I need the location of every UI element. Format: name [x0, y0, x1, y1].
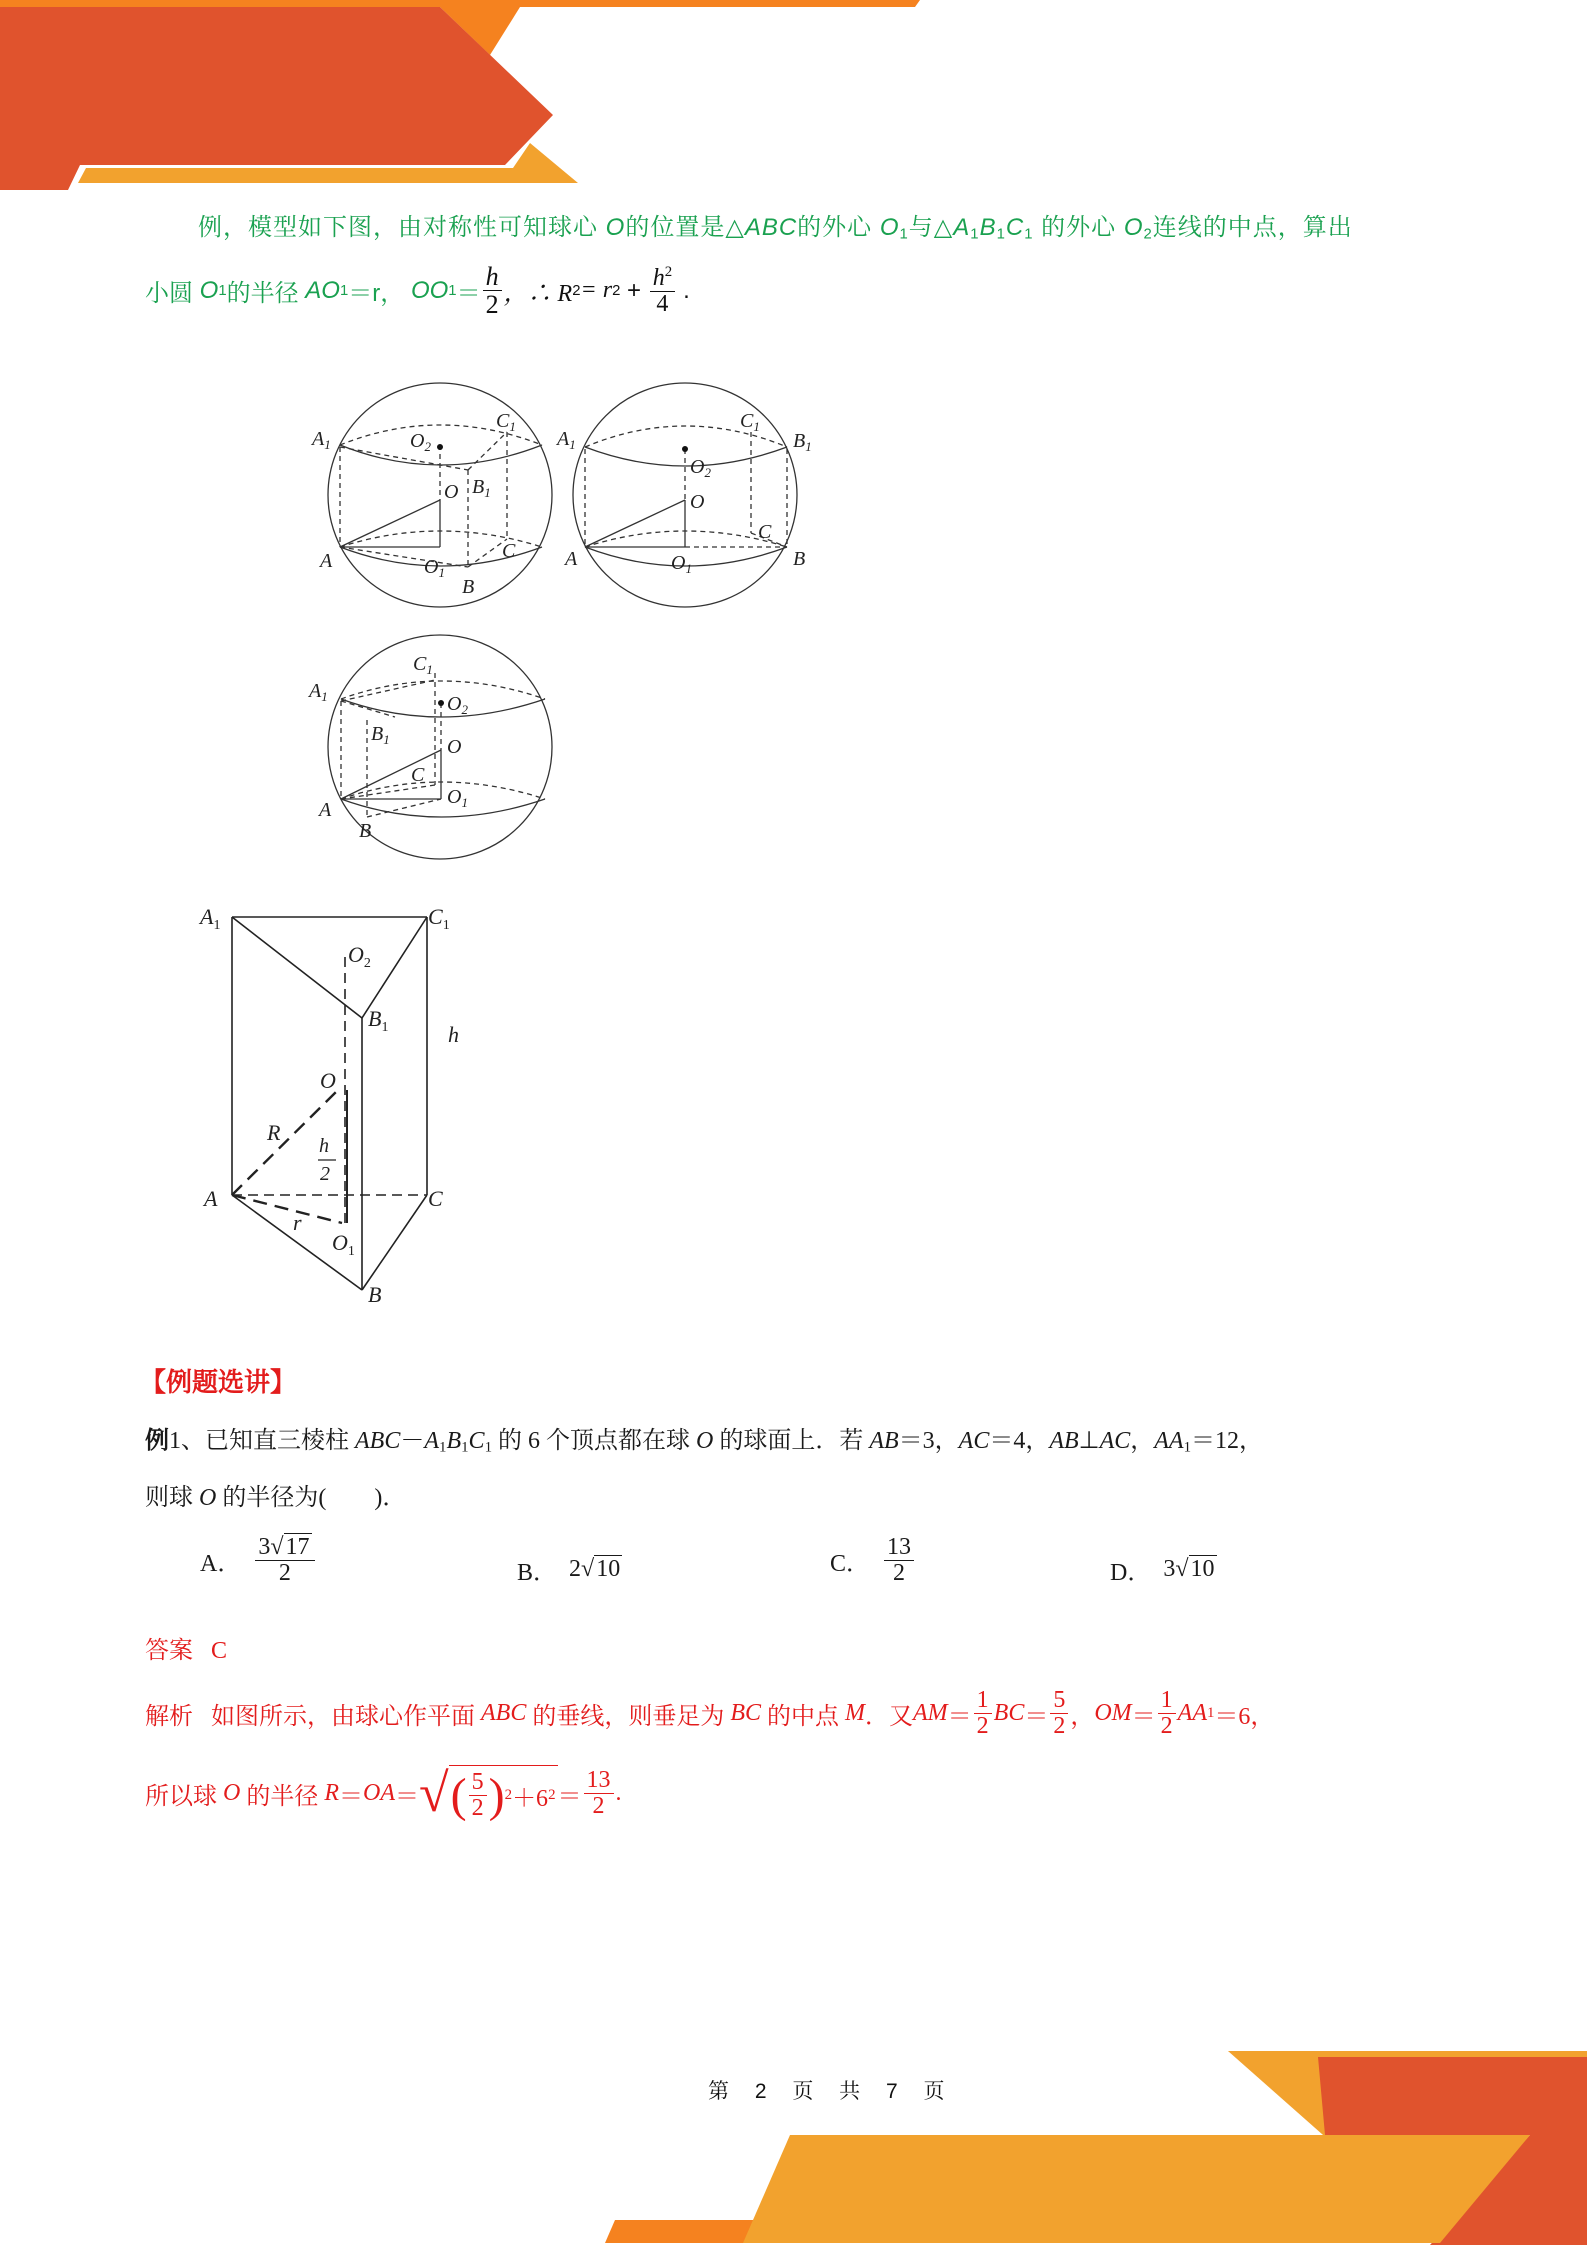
svg-text:B: B	[368, 1282, 382, 1307]
svg-text:R: R	[267, 1120, 281, 1145]
svg-text:A: A	[320, 550, 333, 572]
svg-text:O: O	[320, 1068, 336, 1093]
sphere-diagram-1	[310, 375, 560, 615]
svg-text:O2: $O_2$	[410, 430, 431, 454]
svg-text:A: A	[204, 1186, 218, 1211]
svg-text:O: O	[690, 491, 705, 513]
sphere-diagram-3	[305, 625, 565, 870]
fraction-h2-over-4: $\frac{h^2}{4}$	[650, 265, 675, 317]
svg-text:C: C	[502, 540, 516, 562]
example-1-line-2: 则球 O 的半径为( )．	[145, 1485, 407, 1511]
radical: √ ( $\frac{5}{2}$ ) 2 ＋6 2	[419, 1763, 556, 1824]
svg-text:O1: $O_1$	[332, 1230, 355, 1259]
option-b[interactable]: B． 2√10	[517, 1556, 621, 1586]
svg-text:O1: $O_1$	[447, 786, 468, 810]
svg-text:A1: $A_1$	[557, 428, 576, 452]
svg-text:C: C	[411, 764, 425, 786]
section-heading: 【例题选讲】	[140, 1367, 297, 1397]
option-c[interactable]: C． $\frac{13}{2}$	[830, 1535, 916, 1586]
svg-text:C: C	[758, 521, 772, 543]
answer-value: C	[211, 1638, 228, 1664]
fraction-h-over-2: $\frac{h}{2}$	[483, 263, 502, 319]
svg-text:B: B	[793, 548, 806, 570]
svg-text:O1: $O_1$	[671, 552, 692, 576]
svg-text:O: O	[444, 481, 459, 503]
svg-text:C: C	[428, 1186, 443, 1211]
svg-text:O2: $O_2$	[348, 942, 371, 971]
svg-text:O2: $O_2$	[690, 456, 711, 480]
option-a[interactable]: A． $\frac{3√17}{2}$	[200, 1535, 317, 1586]
svg-text:r: r	[293, 1210, 302, 1235]
sphere-diagram-2	[555, 375, 825, 615]
header-decoration	[0, 0, 950, 200]
intro-line-1: 例，模型如下图，由对称性可知球心 O的位置是△ABC的外心 $O_1$与$\triangle A_1B_1C_1$ 的外心 $O_2$连线的中点，算出	[198, 214, 1353, 243]
svg-text:O1: $O_1$	[424, 556, 445, 580]
svg-text:C1: $C_1$	[428, 904, 450, 933]
svg-text:C1: $C_1$	[496, 410, 516, 434]
svg-text:B: B	[359, 820, 372, 842]
svg-text:O2: $O_2$	[447, 693, 468, 717]
svg-text:C1: $C_1$	[413, 653, 433, 677]
option-d[interactable]: D． 3√10	[1110, 1556, 1215, 1586]
svg-text:h: h	[448, 1022, 459, 1047]
svg-text:A: A	[319, 799, 332, 821]
svg-text:B: B	[462, 576, 475, 598]
svg-text:h: h	[319, 1135, 329, 1157]
svg-text:B1: $B_1$	[368, 1006, 389, 1035]
page-number: 第 2 页 共 7 页	[708, 2080, 955, 2103]
svg-text:A1: $A_1$	[309, 680, 328, 704]
example-1-line-1: 例1、已知直三棱柱 $ABC-A_1B_1C_1$ 的 6 个顶点都在球 O 的球面上．若 AB＝3，AC＝4，AB⊥AC，$AA_1=12$，	[145, 1426, 1264, 1456]
analysis-line-2: 所以球 O 的半径 R ＝ OA ＝ √ ( $\frac{5}{2}$ ) 2 ＋6 2 ＝ $\frac{13}{2}$ .	[145, 1763, 622, 1824]
prism-diagram	[190, 890, 490, 1310]
svg-text:C1: $C_1$	[740, 410, 760, 434]
svg-text:A1: $A_1$	[200, 904, 221, 933]
svg-text:O: O	[447, 736, 462, 758]
intro-line-2: 小圆 O 1 的半径 AO 1 ＝r， OO 1 ＝ $\frac{h}{2}$ ，∴ R 2 = r 2 + $\frac{h^2}{4}$ .	[145, 262, 690, 320]
svg-text:B1: $B_1$	[371, 723, 390, 747]
svg-text:A1: $A_1$	[312, 428, 331, 452]
svg-text:2: 2	[320, 1163, 330, 1185]
svg-text:A: A	[565, 548, 578, 570]
answer-line: 答案 C	[145, 1636, 228, 1664]
analysis-line-1: 解析 如图所示，由球心作平面 ABC 的垂线，则垂足为 BC 的中点 M ．又 AM ＝ $\frac{1}{2}$ BC ＝ $\frac{5}{2}$ ， OM ＝ $\frac{1}{2}$ AA 1 ＝6，	[145, 1687, 1275, 1740]
svg-text:B1: $B_1$	[472, 476, 491, 500]
svg-text:B1: $B_1$	[793, 430, 812, 454]
footer-decoration	[600, 2050, 1587, 2245]
